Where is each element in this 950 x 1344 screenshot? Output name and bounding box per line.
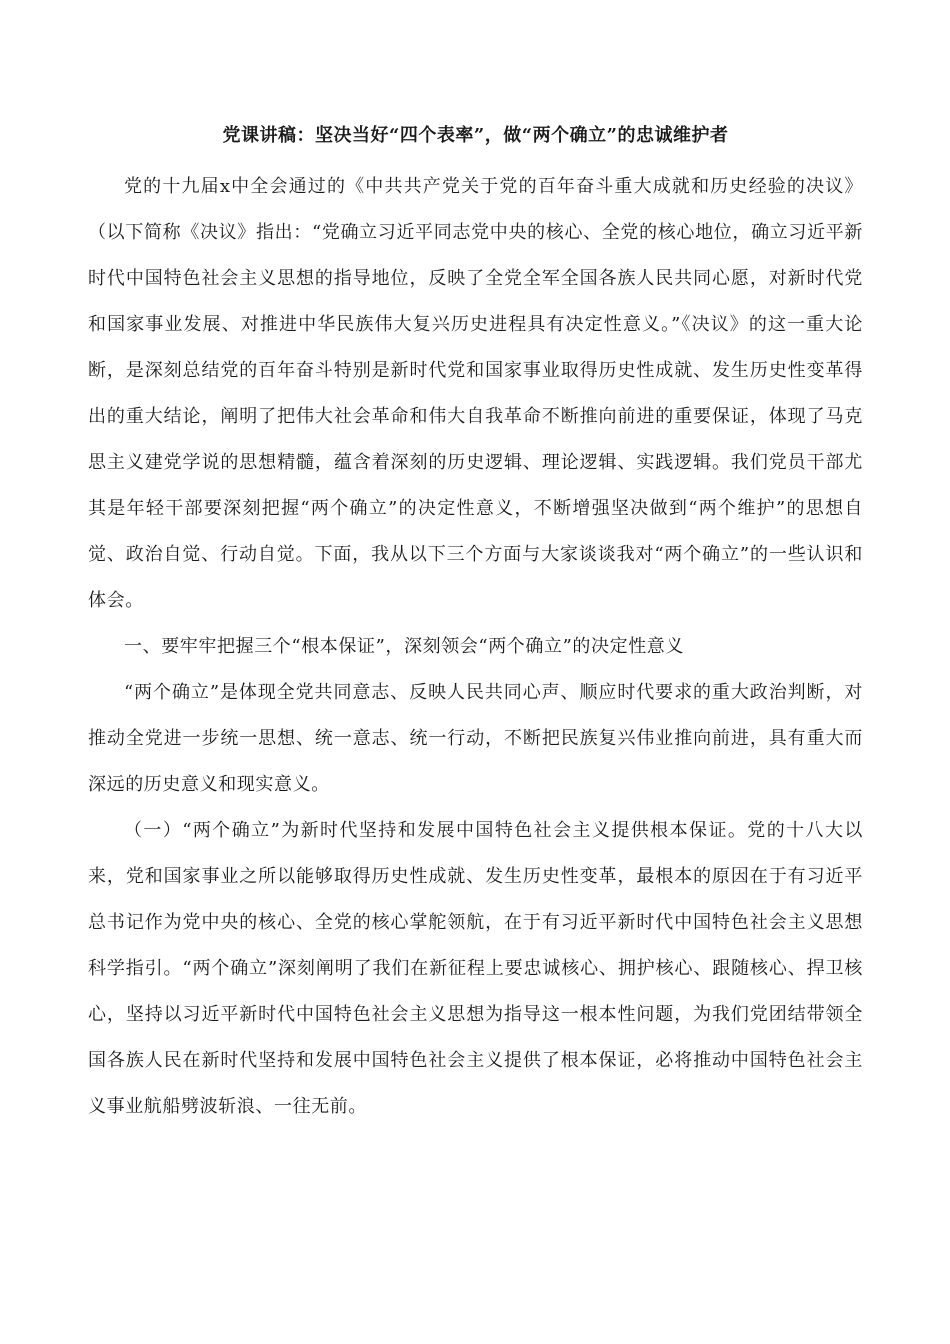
intro-paragraph: 党的十九届x中全会通过的《中共共产党关于党的百年奋斗重大成就和历史经验的决议》（以下简称《决议》指出：“党确立习近平同志党中央的核心、全党的核心地位，确立习近平新时代中国特色社会主义思想的指导地位，反映了全党全军全国各族人民共同心愿，对新时代党和国家事业发展、对推进中华民族伟大复兴历史进程具有决定性意义。”《决议》的这一重大论断，是深刻总结党的百年奋斗特别是新时代党和国家事业取得历史性成就、发生历史性变革得出的重大结论，阐明了把伟大社会革命和伟大自我革命不断推向前进的重要保证，体现了马克思主义建党学说的思想精髓，蕴含着深刻的历史逻辑、理论逻辑、实践逻辑。我们党员干部尤其是年轻干部要深刻把握“两个确立”的决定性意义，不断增强坚决做到“两个维护”的思想自觉、政治自觉、行动自觉。下面，我从以下三个方面与大家谈谈我对“两个确立”的一些认识和体会。 [88,176,863,611]
document-page [88,122,863,1130]
document-title: 党课讲稿：坚决当好“四个表率”，做“两个确立”的忠诚维护者 [222,125,729,146]
section-paragraph-2: （一）“两个确立”为新时代坚持和发展中国特色社会主义提供根本保证。党的十八大以来，党和国家事业之所以能够取得历史性成就、发生历史性变革，最根本的原因在于有习近平总书记作为党中央的核心、全党的核心掌舵领航，在于有习近平新时代中国特色社会主义思想科学指引。“两个确立”深刻阐明了我们在新征程上要忠诚核心、拥护核心、跟随核心、捍卫核心，坚持以习近平新时代中国特色社会主义思想为指导这一根本性问题，为我们党团结带领全国各族人民在新时代坚持和发展中国特色社会主义提供了根本保证，必将推动中国特色社会主义事业航船劈波斩浪、一往无前。 [88,820,863,1117]
section-paragraph-1: “两个确立”是体现全党共同意志、反映人民共同心声、顺应时代要求的重大政治判断，对推动全党进一步统一思想、统一意志、统一行动，不断把民族复兴伟业推向前进，具有重大而深远的历史意义和现实意义。 [88,682,863,795]
section-heading: 一、要牢牢把握三个“根本保证”，深刻领会“两个确立”的决定性意义 [124,636,685,657]
